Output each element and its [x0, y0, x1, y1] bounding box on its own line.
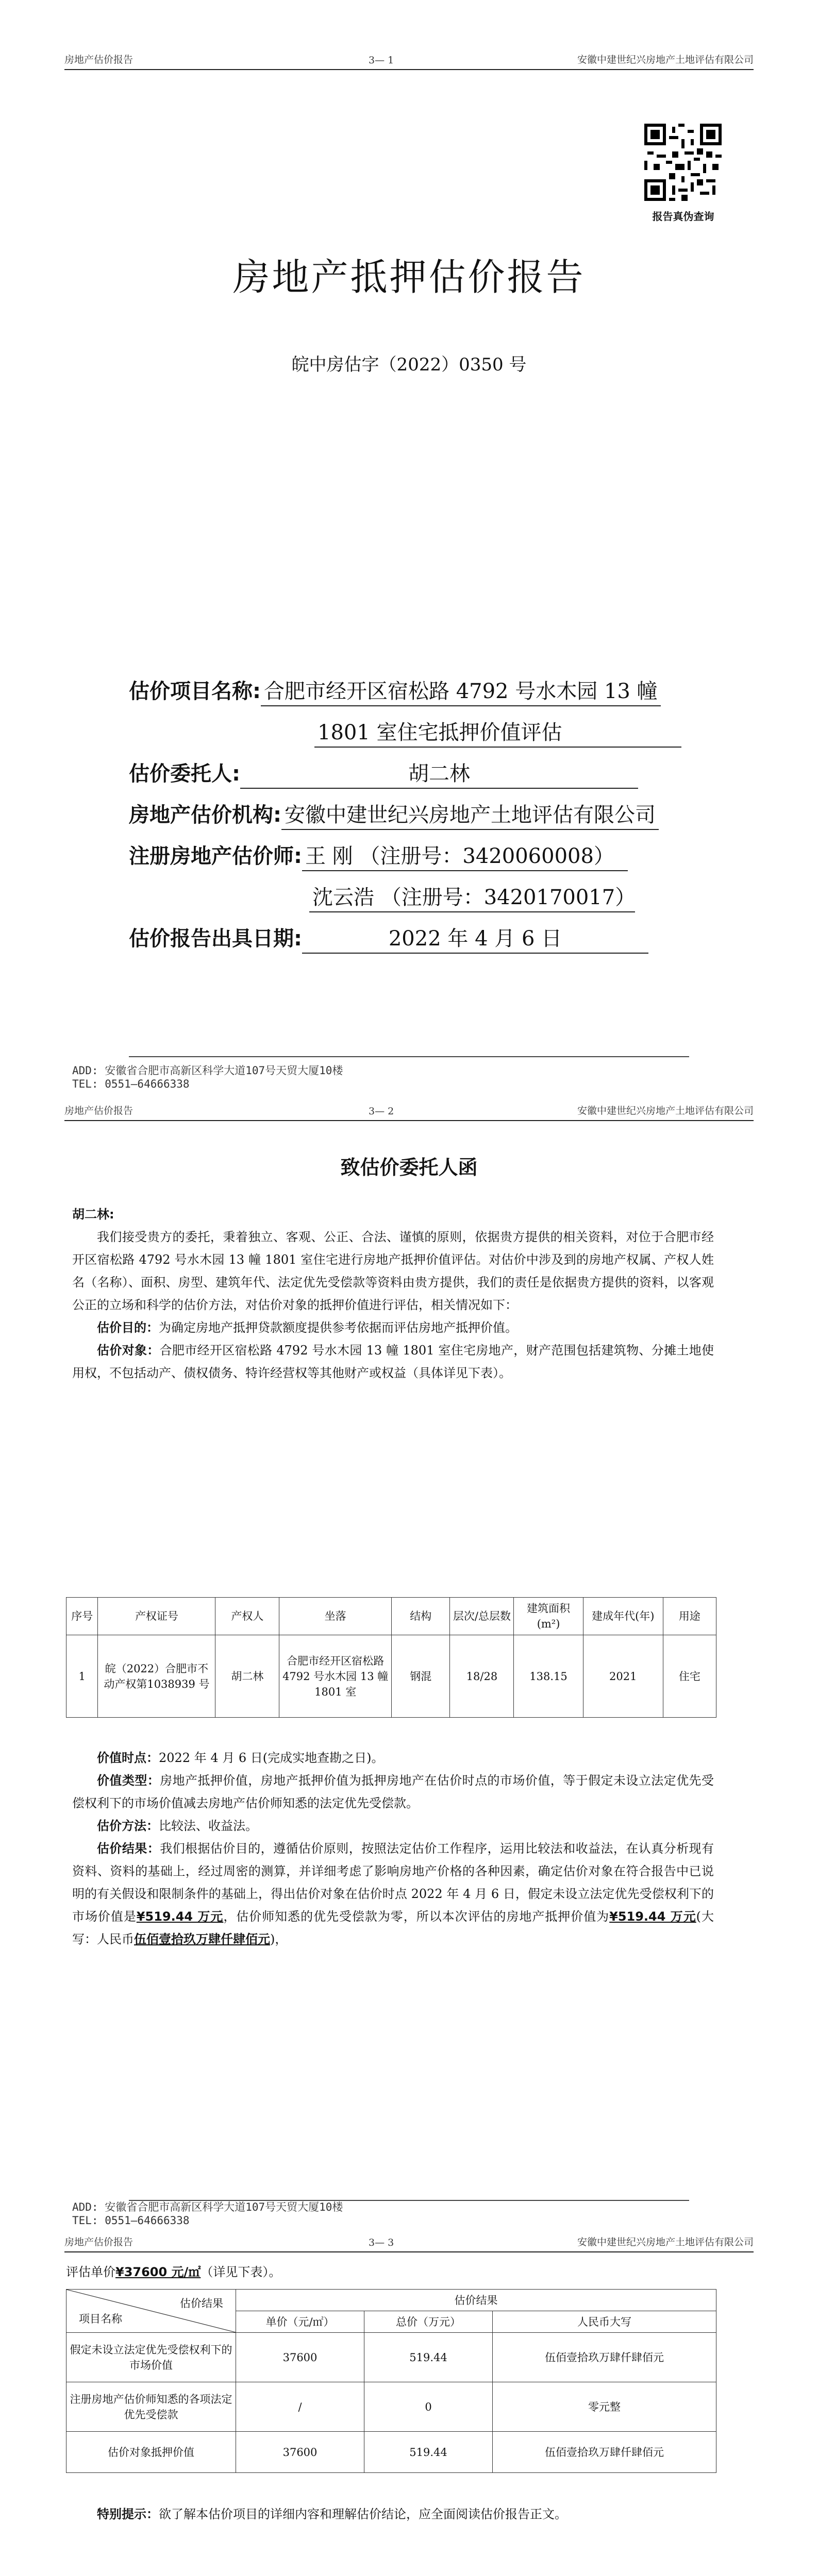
- th-group: 估价结果: [236, 2290, 716, 2311]
- project-name-field: [129, 675, 661, 706]
- td-rmb: 伍佰壹拾玖万肆仟肆佰元: [493, 2333, 716, 2382]
- unit-price-para: [66, 2261, 708, 2283]
- corner-diagonal: [66, 2290, 236, 2332]
- notice-text: 欲了解本估价项目的详细内容和理解估价结论，应全面阅读估价报告正文。: [159, 2507, 567, 2521]
- td-total: 519.44: [364, 2333, 493, 2382]
- page-header: [64, 2234, 754, 2252]
- client-value: 胡二林: [240, 757, 638, 789]
- type-para: [72, 1769, 714, 1815]
- header-right: 安徽中建世纪兴房地产土地评估有限公司: [577, 2236, 754, 2248]
- corner-bottom: 项目名称: [79, 2312, 122, 2325]
- method-label: 估价方法：: [97, 1819, 159, 1833]
- th-location: 坐落: [279, 1598, 392, 1635]
- project-name-field-cont: [314, 716, 681, 748]
- table-row: [66, 2333, 716, 2382]
- project-name-value-1: 合肥市经开区宿松路 4792 号水木园 13 幢: [261, 675, 661, 706]
- notice-block: [72, 2503, 714, 2526]
- report-date-label: 估价报告出具日期:: [129, 927, 302, 951]
- report-date-field: [129, 922, 648, 954]
- purpose-para: [72, 1316, 714, 1339]
- qr-caption: 报告真伪查询: [652, 210, 714, 223]
- page-footer: [72, 1062, 343, 1093]
- report-date-value: 2022 年 4 月 6 日: [302, 922, 648, 954]
- td-rmb: 零元整: [493, 2382, 716, 2432]
- date-para: [72, 1747, 714, 1769]
- document-number: 皖中房估字（2022）0350 号: [291, 354, 527, 375]
- th-total: 总价（万元）: [364, 2311, 493, 2333]
- table-header-row: [66, 1598, 716, 1635]
- appraiser-field: [129, 840, 628, 871]
- td-unit: /: [236, 2382, 364, 2432]
- td-location: 合肥市经开区宿松路4792 号水木园 13 幢1801 室: [279, 1635, 392, 1718]
- td-item: 估价对象抵押价值: [66, 2432, 236, 2473]
- valuation-table: [66, 2289, 716, 2473]
- header-right: 安徽中建世纪兴房地产土地评估有限公司: [577, 54, 754, 65]
- corner-top: 估价结果: [180, 2297, 223, 2310]
- td-item: 注册房地产估价师知悉的各项法定优先受偿款: [66, 2382, 236, 2432]
- footer-address: ADD: 安徽省合肥市高新区科学大道107号天贸大厦10楼: [72, 1064, 343, 1077]
- project-name-label: 估价项目名称:: [129, 680, 261, 703]
- result-value-2: ¥519.44 万元: [609, 1909, 696, 1924]
- purpose-label: 估价目的：: [97, 1320, 159, 1335]
- letter-para-1: 我们接受贵方的委托，秉着独立、客观、公正、合法、谨慎的原则，依据贵方提供的相关资料，对位于合肥市经开区宿松路 4792 号水木园 13 幢 1801 室住宅进行房地产抵押价值评估。对估价中涉及到的房地产权属、产权人姓名（名称）、面积、房型、建筑年代、法定优先受偿款等资料由贵方提供，我们的责任是依据贵方提供的资料，以客观公正的立场和科学的估价方法，对估价对象的抵押价值进行评估，相关情况如下：: [72, 1230, 714, 1312]
- purpose-text: 为确定房地产抵押贷款额度提供参考依据而评估房地产抵押价值。: [159, 1320, 517, 1335]
- footer-tel: TEL: 0551—64666338: [72, 1078, 190, 1090]
- th-no: 序号: [66, 1598, 98, 1635]
- th-structure: 结构: [391, 1598, 450, 1635]
- notice-para: [72, 2503, 714, 2526]
- appraiser-2: 沈云浩 （注册号：3420170017）: [309, 881, 635, 912]
- th-year: 建成年代(年): [583, 1598, 663, 1635]
- result-para: [72, 1837, 714, 1951]
- result-label: 估价结果：: [97, 1841, 160, 1856]
- unit-price-label: 评估单价: [66, 2265, 115, 2279]
- header-page-number: 3— 1: [369, 55, 394, 66]
- th-owner: 产权人: [215, 1598, 279, 1635]
- td-unit: 37600: [236, 2432, 364, 2473]
- object-para: [72, 1339, 714, 1384]
- td-owner: 胡二林: [215, 1635, 279, 1718]
- appraiser-field-2: [309, 881, 635, 912]
- unit-price-line: [66, 2261, 708, 2283]
- unit-price-tail: （详见下表）。: [201, 2265, 281, 2279]
- footer-tel: TEL: 0551—64666338: [72, 2214, 190, 2227]
- appraiser-1: 王 刚 （注册号：3420060008）: [302, 840, 628, 871]
- notice-label: 特别提示：: [97, 2507, 159, 2521]
- letter-body: [72, 1203, 714, 1384]
- header-right: 安徽中建世纪兴房地产土地评估有限公司: [577, 1105, 754, 1116]
- result-text-2: ，估价师知悉的优先受偿款为零，所以本次评估的房地产抵押价值为: [223, 1909, 610, 1924]
- th-rmb: 人民币大写: [493, 2311, 716, 2333]
- letter-salutation: 胡二林:: [72, 1207, 114, 1222]
- type-text: 房地产抵押价值，房地产抵押价值为抵押房地产在估价时点的市场价值，等于假定未设立法定优先受偿权利下的市场价值减去房地产估价师知悉的法定优先受偿款。: [72, 1773, 714, 1810]
- header-page-number: 3— 2: [369, 1106, 394, 1117]
- client-field: [129, 757, 638, 789]
- letter-body-2: [72, 1747, 714, 1951]
- agency-field: [129, 799, 659, 830]
- result-value-3: 伍佰壹拾玖万肆仟肆佰元: [134, 1932, 270, 1946]
- td-use: 住宅: [663, 1635, 716, 1718]
- header-left: 房地产估价报告: [64, 1105, 133, 1116]
- letter-title: 致估价委托人函: [340, 1156, 478, 1179]
- page-3: [0, 2230, 818, 2576]
- property-table: [66, 1597, 716, 1718]
- table-row: [66, 2382, 716, 2432]
- result-text: 我们根据估价目的，遵循估价原则，按照法定估价工作程序，运用比较法和收益法，在认真分析现有资料、资料的基础上，经过周密的测算，并详细考虑了影响房地产价格的各种因素，确定估价对象在符合报告中已说明的有关假设和限制条件的基础上，得出估价对象在估价时点 2022 年 4 月 6 日，假定未设立法定优先受偿权利下的市场价值是: [72, 1841, 714, 1924]
- method-text: 比较法、收益法。: [159, 1819, 258, 1833]
- table-row: [66, 1635, 716, 1718]
- unit-price-value: ¥37600 元/㎡: [115, 2265, 201, 2279]
- type-label: 价值类型：: [97, 1773, 160, 1788]
- td-area: 138.15: [514, 1635, 583, 1718]
- td-total: 519.44: [364, 2432, 493, 2473]
- qr-code-icon[interactable]: [644, 124, 722, 201]
- th-area: 建筑面积(m²): [514, 1598, 583, 1635]
- table-row: [66, 2432, 716, 2473]
- report-title: 房地产抵押估价报告: [232, 256, 586, 299]
- th-floor: 层次/总层数: [450, 1598, 514, 1635]
- td-total: 0: [364, 2382, 493, 2432]
- th-cert: 产权证号: [98, 1598, 215, 1635]
- result-text-4: )，: [270, 1932, 288, 1946]
- page-2: [0, 1092, 818, 2230]
- method-para: [72, 1815, 714, 1837]
- result-text-3: (大写：人民币: [72, 1909, 714, 1946]
- agency-value: 安徽中建世纪兴房地产土地评估有限公司: [281, 799, 659, 830]
- header-page-number: 3— 3: [369, 2237, 394, 2248]
- th-use: 用途: [663, 1598, 716, 1635]
- footer-address: ADD: 安徽省合肥市高新区科学大道107号天贸大厦10楼: [72, 2201, 343, 2213]
- header-left: 房地产估价报告: [64, 54, 133, 65]
- page-header: [64, 1103, 754, 1121]
- td-cert: 皖（2022）合肥市不动产权第1038939 号: [98, 1635, 215, 1718]
- date-label: 价值时点：: [97, 1751, 159, 1765]
- date-text: 2022 年 4 月 6 日(完成实地查勘之日)。: [159, 1751, 384, 1765]
- th-unit-price: 单价（元/㎡）: [236, 2311, 364, 2333]
- object-text: 合肥市经开区宿松路 4792 号水木园 13 幢 1801 室住宅房地产，财产范围包括建筑物、分摊土地使用权，不包括动产、债权债务、特许经营权等其他财产或权益（具体详见下表）。: [72, 1343, 714, 1380]
- table-header-row: [66, 2290, 716, 2311]
- client-label: 估价委托人:: [129, 762, 240, 786]
- page-header: [64, 52, 754, 70]
- td-no: 1: [66, 1635, 98, 1718]
- td-structure: 钢混: [391, 1635, 450, 1718]
- td-item: 假定未设立法定优先受偿权利下的市场价值: [66, 2333, 236, 2382]
- td-floor: 18/28: [450, 1635, 514, 1718]
- th-corner: [66, 2290, 236, 2333]
- footer-divider: [129, 1056, 689, 1057]
- appraiser-label: 注册房地产估价师:: [129, 844, 302, 868]
- page-footer: [72, 2199, 343, 2230]
- object-label: 估价对象：: [97, 1343, 160, 1358]
- project-name-value-2: 1801 室住宅抵押价值评估: [314, 716, 681, 748]
- td-rmb: 伍佰壹拾玖万肆仟肆佰元: [493, 2432, 716, 2473]
- result-value-1: ¥519.44 万元: [136, 1909, 224, 1924]
- agency-label: 房地产估价机构:: [129, 803, 281, 827]
- page-1: [0, 0, 818, 1092]
- td-year: 2021: [583, 1635, 663, 1718]
- td-unit: 37600: [236, 2333, 364, 2382]
- header-left: 房地产估价报告: [64, 2236, 133, 2248]
